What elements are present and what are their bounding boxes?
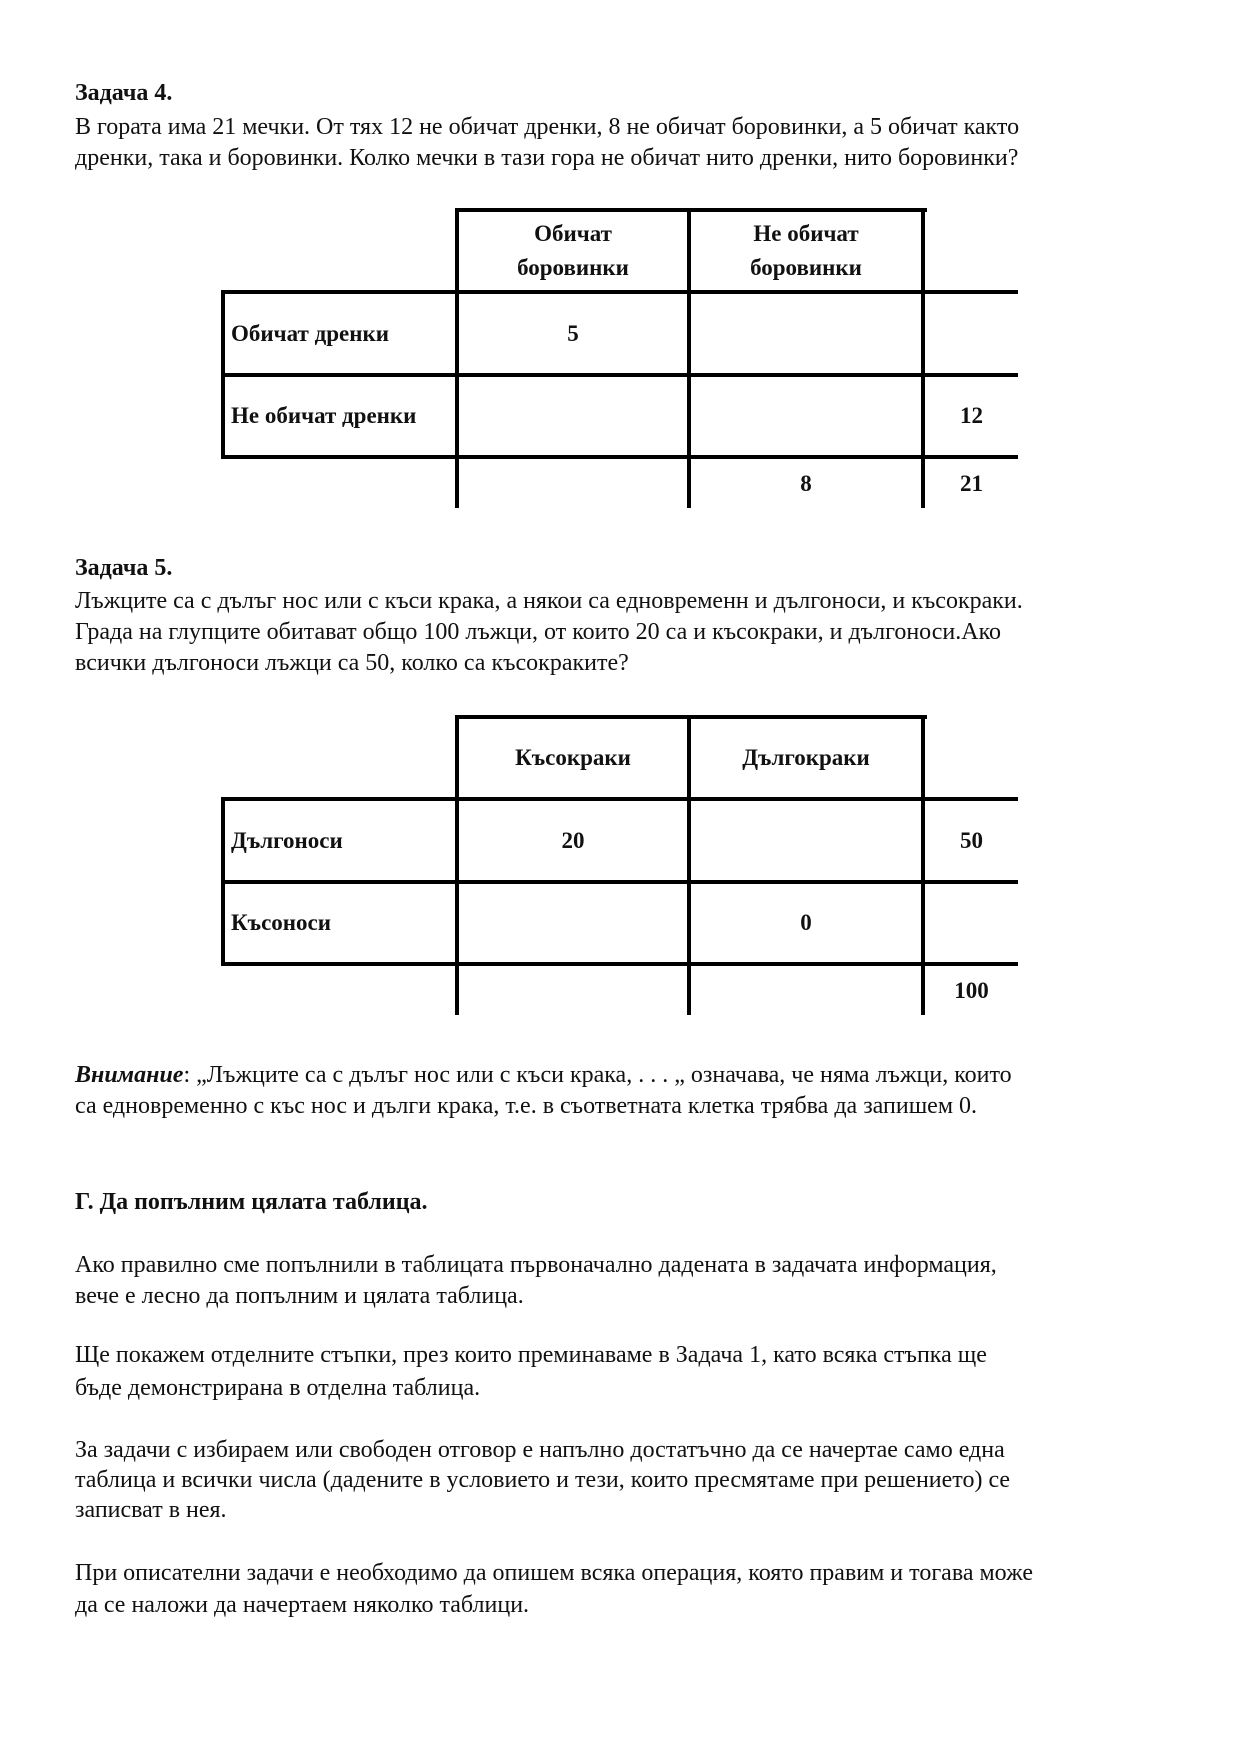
table-cell: [459, 966, 687, 1016]
task4-text-line-2: дренки, така и боровинки. Колко мечки в тази гора не обичат нито дренки, нито боровинки?: [75, 145, 1019, 171]
table-cell: 50: [960, 827, 983, 853]
table-cell: [459, 884, 687, 962]
paragraph-line: таблица и всички числа (дадените в условието и тези, които пресмятаме при решението) се: [75, 1467, 1011, 1493]
task4-title: Задача 4.: [75, 80, 173, 106]
column-header-long-legged: Дългокраки: [742, 745, 870, 770]
note-label: Внимание: [75, 1062, 184, 1088]
task5-title: Задача 5.: [75, 555, 173, 581]
paragraph-line: Ако правилно сме попълнили в таблицата първоначално дадената в задачата информация,: [75, 1252, 997, 1278]
header-line: боровинки: [750, 255, 862, 280]
header-line: Обичат: [534, 221, 612, 246]
table-cell: 12: [960, 403, 983, 428]
table-cell: [691, 966, 921, 1016]
paragraph-line: бъде демонстрирана в отделна таблица.: [75, 1375, 481, 1401]
task5-text-line-1: Лъжците са с дълъг нос или с къси крака, а някои са едновременн и дългоноси, и късокраки.: [75, 588, 1023, 614]
table-cell: [691, 294, 921, 373]
row-label-dislike-dogwood: Не обичат дренки: [231, 403, 417, 428]
table-cell: [925, 294, 1018, 373]
task5-text-line-3: всички дългоноси лъжци са 50, колко са късокраките?: [75, 650, 629, 676]
paragraph-line: При описателни задачи е необходимо да опишем всяка операция, която правим и тогава може: [75, 1560, 1033, 1586]
table-cell: 0: [800, 910, 812, 935]
table-cell: 8: [800, 471, 812, 496]
table-cell: [459, 459, 687, 509]
section-g-heading: Г. Да попълним цялата таблица.: [75, 1189, 428, 1215]
paragraph-line: да се наложи да начертаем няколко таблици.: [75, 1592, 530, 1618]
column-header-short-legged: Късокраки: [515, 745, 631, 770]
table-cell: [925, 884, 1018, 962]
header-line: боровинки: [517, 255, 629, 280]
note-line-2: са едновременно с къс нос и дълги крака, т.е. в съответната клетка трябва да запишем 0.: [75, 1093, 978, 1119]
table-cell: 5: [567, 320, 579, 346]
column-header-dislike-blueberries: [691, 212, 921, 290]
row-label-like-dogwood: Обичат дренки: [231, 320, 389, 346]
paragraph-line: За задачи с избираем или свободен отговор е напълно достатъчно да се начертае само една: [75, 1437, 1005, 1463]
task4-text-line-1: В гората има 21 мечки. От тях 12 не обичат дренки, 8 не обичат боровинки, а 5 обичат както: [75, 114, 1020, 140]
paragraph-line: Ще покажем отделните стъпки, през които преминаваме в Задача 1, като всяка стъпка ще: [75, 1342, 987, 1368]
row-label-long-nosed: Дългоноси: [231, 827, 343, 853]
paragraph-line: записват в нея.: [75, 1497, 227, 1523]
note-text: : „Лъжците са с дълъг нос или с къси крака, . . . „ означава, че няма лъжци, които: [183, 1062, 1012, 1088]
paragraph-line: вече е лесно да попълним и цялата таблица.: [75, 1283, 524, 1309]
table-cell: [691, 801, 921, 880]
table-cell: [459, 377, 687, 455]
table-cell: 21: [960, 471, 983, 496]
table-cell: [691, 377, 921, 455]
task5-text-line-2: Града на глупците обитават общо 100 лъжци, от които 20 са и късокраки, и дългоноси.Ако: [75, 619, 1002, 645]
table-cell: 20: [561, 827, 585, 853]
table-cell: 100: [954, 978, 989, 1003]
header-line: Не обичат: [753, 221, 859, 246]
column-header-like-blueberries: [459, 212, 687, 290]
row-label-short-nosed: Късоноси: [231, 910, 332, 935]
note-line-1: [75, 1060, 1012, 1090]
